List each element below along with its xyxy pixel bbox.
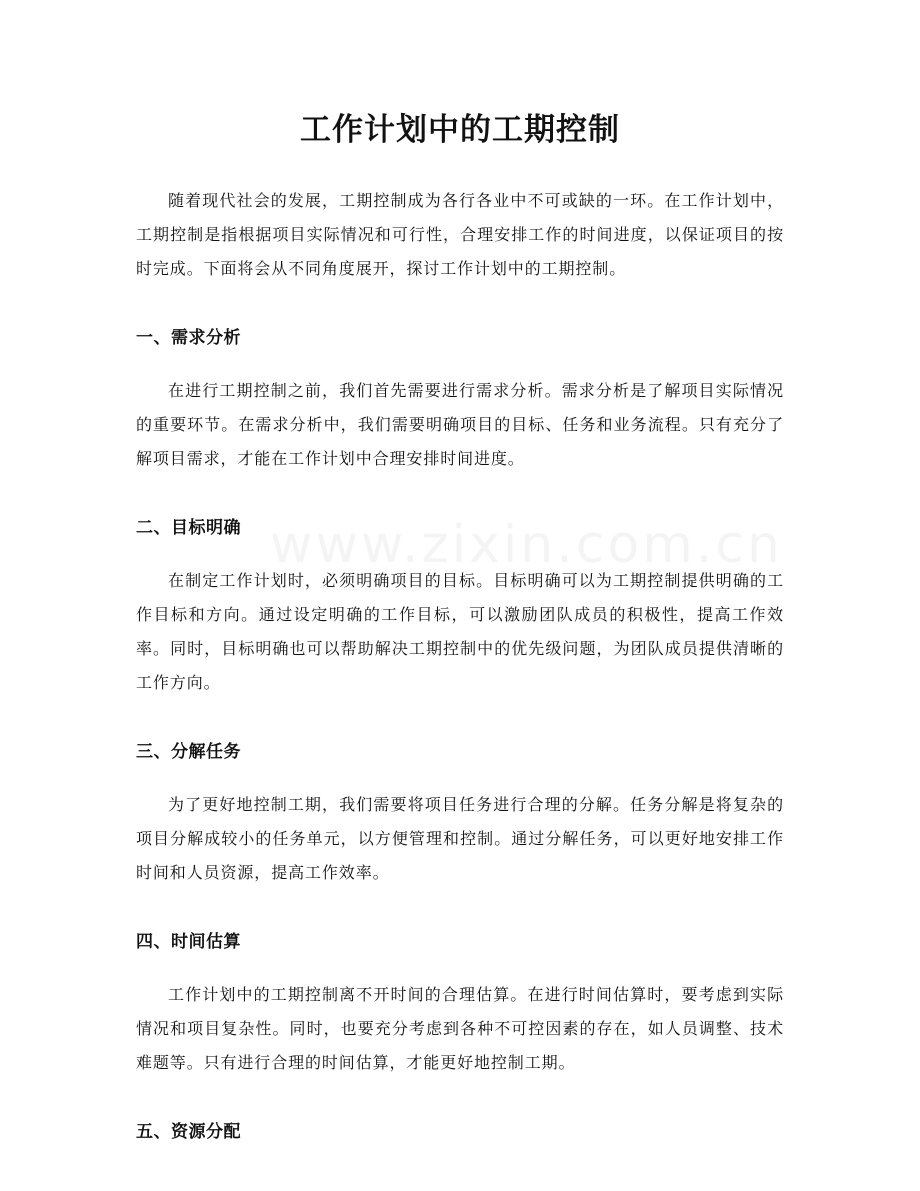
document-body bbox=[136, 184, 784, 1149]
intro-paragraph: 随着现代社会的发展，工期控制成为各行各业中不可或缺的一环。在工作计划中，工期控制是指根据项目实际情况和可行性，合理安排工作的时间进度，以保证项目的按时完成。下面将会从不同角度展开，探讨工作计划中的工期控制。 bbox=[136, 191, 784, 278]
section-heading-requirements: 一、需求分析 bbox=[136, 328, 241, 348]
section-heading-task-breakdown: 三、分解任务 bbox=[136, 742, 241, 762]
section-paragraph-task-breakdown: 为了更好地控制工期，我们需要将项目任务进行合理的分解。任务分解是将复杂的项目分解成较小的任务单元，以方便管理和控制。通过分解任务，可以更好地安排工作时间和人员资源，提高工作效率。 bbox=[136, 795, 784, 882]
section-heading-time-estimation: 四、时间估算 bbox=[136, 932, 241, 952]
section-heading-goals: 二、目标明确 bbox=[136, 518, 241, 538]
section-heading-resource-allocation: 五、资源分配 bbox=[136, 1122, 241, 1142]
section-paragraph-requirements: 在进行工期控制之前，我们首先需要进行需求分析。需求分析是了解项目实际情况的重要环节。在需求分析中，我们需要明确项目的目标、任务和业务流程。只有充分了解项目需求，才能在工作计划中合理安排时间进度。 bbox=[136, 381, 784, 468]
section-paragraph-goals: 在制定工作计划时，必须明确项目的目标。目标明确可以为工期控制提供明确的工作目标和方向。通过设定明确的工作目标，可以激励团队成员的积极性，提高工作效率。同时，目标明确也可以帮助解决工期控制中的优先级问题，为团队成员提供清晰的工作方向。 bbox=[136, 571, 784, 692]
section-paragraph-time-estimation: 工作计划中的工期控制离不开时间的合理估算。在进行时间估算时，要考虑到实际情况和项目复杂性。同时，也要充分考虑到各种不可控因素的存在，如人员调整、技术难题等。只有进行合理的时间估算，才能更好地控制工期。 bbox=[136, 985, 784, 1072]
document-title: 工作计划中的工期控制 bbox=[300, 112, 620, 148]
